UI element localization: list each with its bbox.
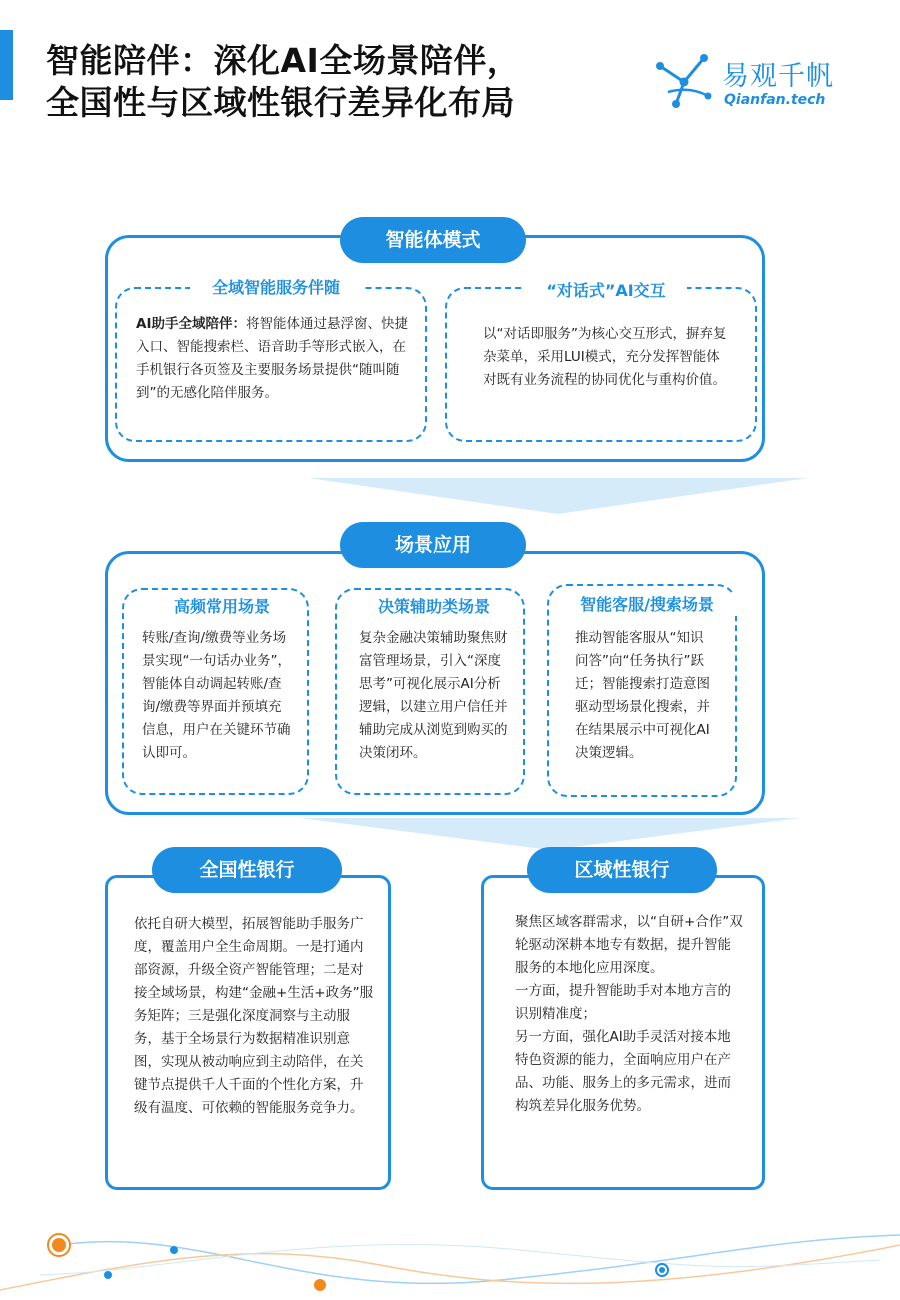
page-title-line-2: 全国性与区域性银行差异化布局 [46,83,515,122]
page-title [46,40,520,124]
agent-mode-pill: 智能体模式 [340,217,526,263]
regional-bank-text-3: 另一方面，强化AI助手灵活对接本地特色资源的能力，全面响应用户在产品、功能、服务上的多元需求，进而构筑差异化服务优势。 [515,1029,731,1114]
omni-service-lead: AI助手全域陪伴： [136,316,246,332]
scenario-pill: 场景应用 [340,522,526,568]
flow-arrow-1 [308,478,808,514]
omni-service-text [136,313,408,405]
logo-english-name: Qianfan.tech [724,92,826,108]
high-frequency-text: 转账/查询/缴费等业务场景实现“一句话办业务”，智能体自动调起转账/查询/缴费等界面并预填充信息，用户在关键环节确认即可。 [142,630,291,761]
omni-service-title: 全域智能服务伴随 [190,277,362,299]
service-search-title: 智能客服/搜索场景 [556,594,738,616]
regional-bank-text [515,911,743,1118]
decision-assist-title: 决策辅助类场景 [354,596,514,618]
service-search-text: 推动智能客服从“知识问答”向“任务执行”跃迁；智能搜索打造意图驱动型场景化搜索，并在结果展示中可视化AI决策逻辑。 [575,630,710,761]
flow-arrow-2 [300,818,800,850]
conversational-ai-title: “对话式”AI交互 [525,280,687,302]
regional-bank-pill: 区域性银行 [527,847,717,893]
regional-bank-text-2: 一方面，提升智能助手对本地方言的识别精准度； [515,983,731,1022]
high-frequency-title: 高频常用场景 [150,596,294,618]
decision-assist-text: 复杂金融决策辅助聚焦财富管理场景，引入“深度思考”可视化展示AI分析逻辑，以建立用户信任并辅助完成从浏览到购买的决策闭环。 [359,630,508,761]
logo-chinese-name: 易观千帆 [722,61,834,92]
accent-bar [0,30,13,100]
brand-logo [654,50,864,112]
conversational-ai-text: 以“对话即服务”为核心交互形式，摒弃复杂菜单，采用LUI模式，充分发挥智能体对既有业务流程的协同优化与重构价值。 [483,326,727,388]
page-title-line-1: 智能陪伴：深化AI全场景陪伴， [46,41,521,80]
national-bank-pill: 全国性银行 [152,847,342,893]
qianfan-logo-icon [654,52,716,110]
footer-wave-decoration [0,1220,900,1300]
regional-bank-text-1: 聚焦区域客群需求，以“自研+合作”双轮驱动深耕本地专有数据，提升智能服务的本地化应用深度。 [515,914,743,976]
national-bank-text: 依托自研大模型，拓展智能助手服务广度，覆盖用户全生命周期。一是打通内部资源，升级全资产智能管理；二是对接全域场景，构建“金融+生活+政务”服务矩阵；三是强化深度洞察与主动服务，基于全场景行为数据精准识别意图，实现从被动响应到主动陪伴，在关键节点提供千人千面的个性化方案，升级有温度、可依赖的智能服务竞争力。 [134,916,374,1116]
omni-service-body: 将智能体通过悬浮窗、快捷入口、智能搜索栏、语音助手等形式嵌入，在手机银行各页签及主要服务场景提供“随叫随到”的无感化陪伴服务。 [136,316,408,401]
